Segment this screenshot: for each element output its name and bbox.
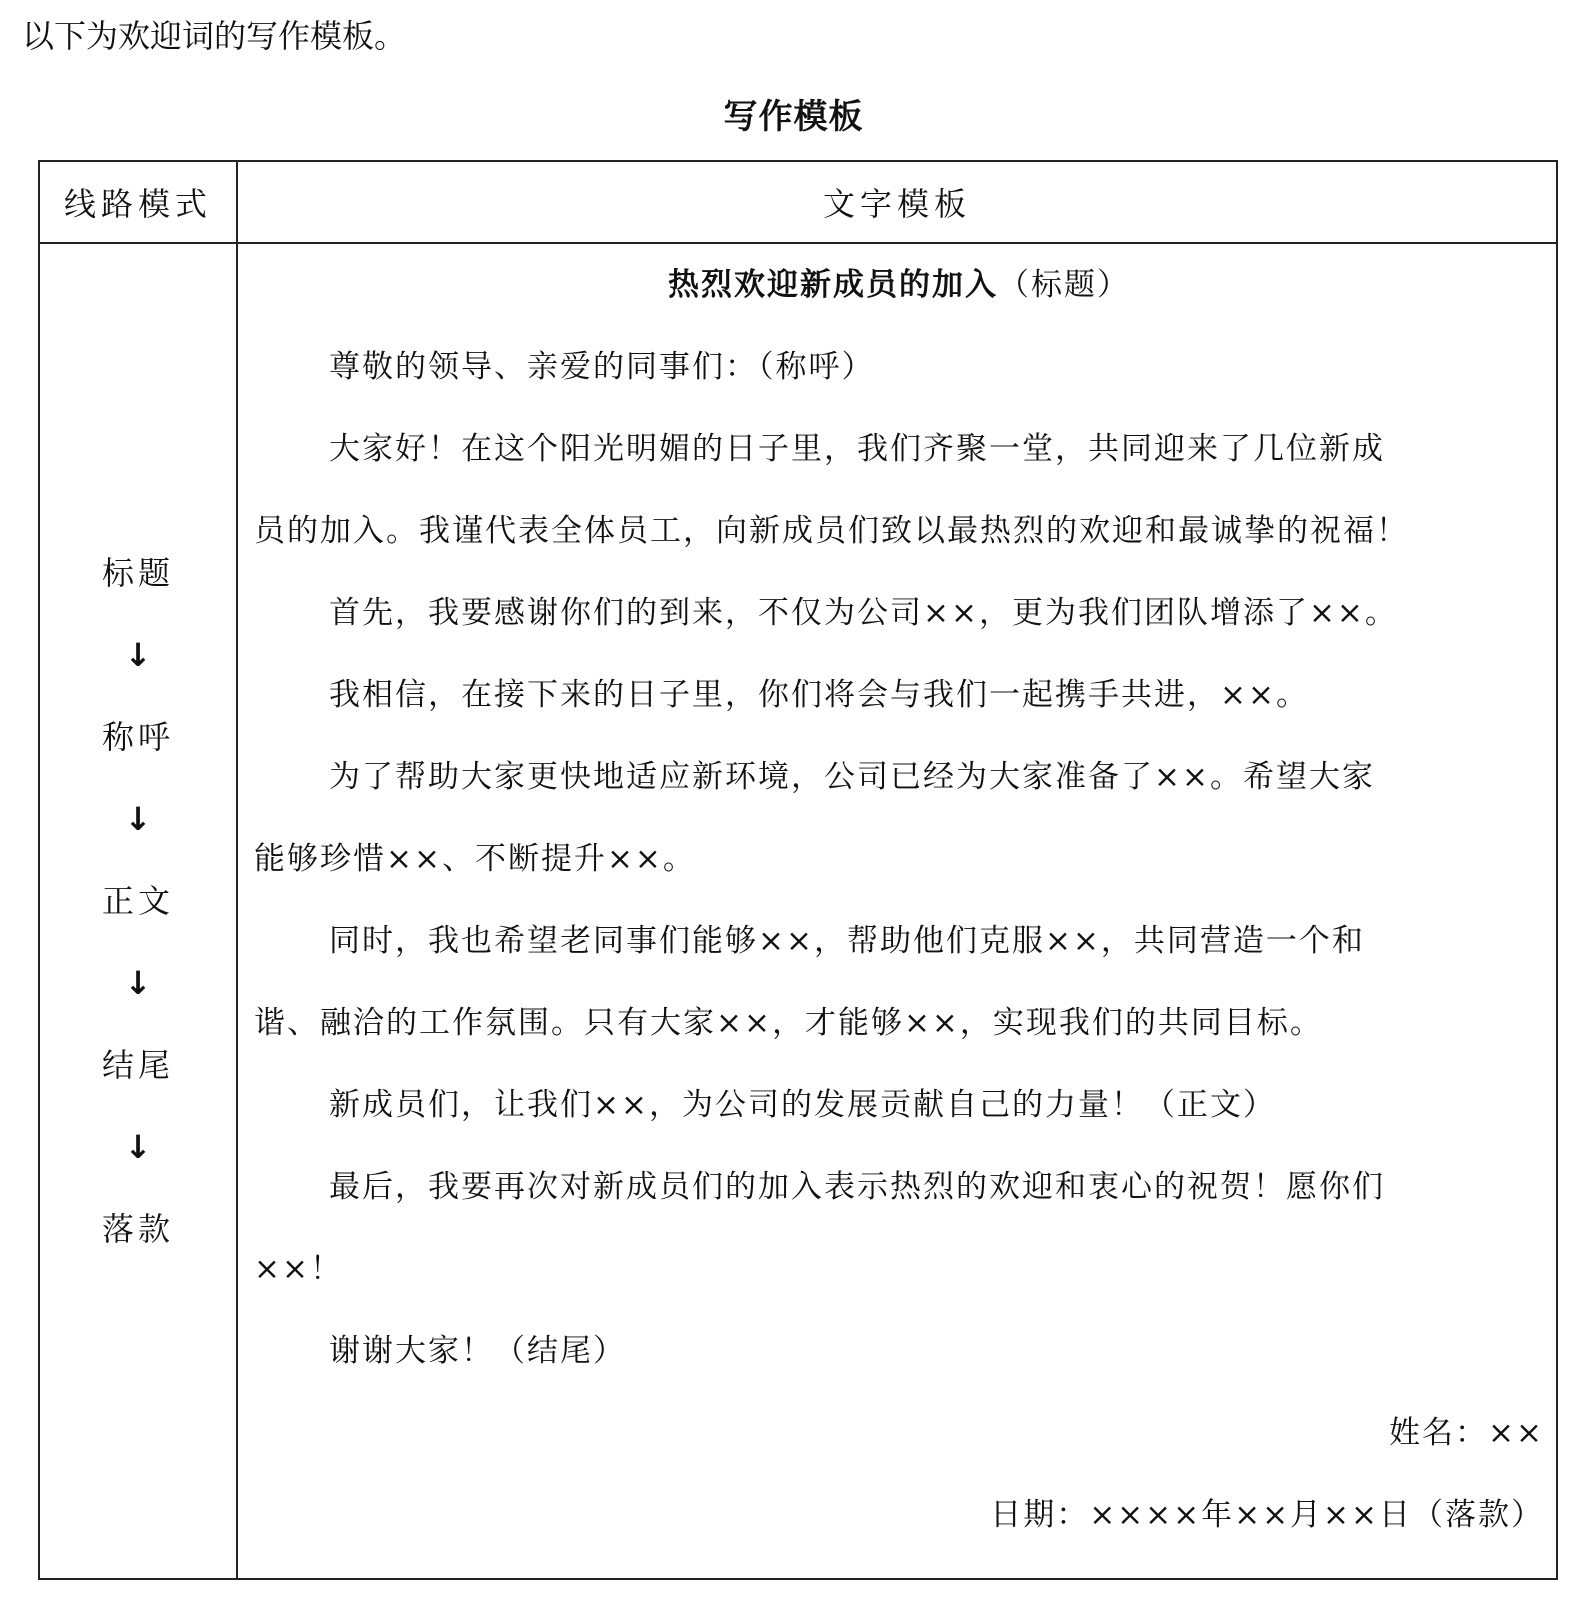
closing-line: 谢谢大家！（结尾） <box>329 1333 626 1369</box>
paragraph-line: 我相信，在接下来的日子里，你们将会与我们一起携手共进，××。 <box>329 677 1309 713</box>
down-arrow-icon: ↓ <box>124 964 152 1002</box>
paragraph-line: 能够珍惜××、不断提升××。 <box>254 841 696 877</box>
paragraph-line: ××！ <box>254 1251 343 1287</box>
paragraph-line: 首先，我要感谢你们的到来，不仅为公司××，更为我们团队增添了××。 <box>329 595 1398 631</box>
paragraph-line: 为了帮助大家更快地适应新环境，公司已经为大家准备了××。希望大家 <box>329 759 1375 795</box>
intro-text: 以下为欢迎词的写作模板。 <box>22 17 407 55</box>
salutation-line: 尊敬的领导、亲爱的同事们：（称呼） <box>329 349 875 385</box>
signature-name: 姓名：×× <box>1389 1415 1544 1451</box>
paragraph-line: 同时，我也希望老同事们能够××，帮助他们克服××，共同营造一个和 <box>329 923 1365 959</box>
flow-step-title: 标题 <box>101 554 174 592</box>
table-column-divider <box>236 162 238 1578</box>
signature-date: 日期：××××年××月××日（落款） <box>990 1497 1544 1533</box>
down-arrow-icon: ↓ <box>124 800 152 838</box>
speech-title-tag: （标题） <box>998 267 1130 303</box>
document-title: 写作模板 <box>723 97 864 137</box>
speech-title-line <box>254 244 1544 326</box>
route-flow <box>40 532 236 1270</box>
template-table <box>38 160 1558 1580</box>
paragraph-line: 员的加入。我谨代表全体员工，向新成员们致以最热烈的欢迎和最诚挚的祝福！ <box>254 513 1409 549</box>
template-body <box>254 244 1544 1556</box>
paragraph-line: 大家好！在这个阳光明媚的日子里，我们齐聚一堂，共同迎来了几位新成 <box>329 431 1385 467</box>
down-arrow-icon: ↓ <box>124 1128 152 1166</box>
paragraph-line: 谐、融洽的工作氛围。只有大家××，才能够××，实现我们的共同目标。 <box>254 1005 1323 1041</box>
header-text-template: 文字模板 <box>822 185 971 223</box>
paragraph-line: 新成员们，让我们××，为公司的发展贡献自己的力量！（正文） <box>329 1087 1276 1123</box>
speech-title: 热烈欢迎新成员的加入 <box>668 267 998 303</box>
flow-step-ending: 结尾 <box>101 1046 174 1084</box>
header-route-mode: 线路模式 <box>63 185 212 223</box>
flow-step-salutation: 称呼 <box>101 718 174 756</box>
flow-step-body: 正文 <box>101 882 174 920</box>
down-arrow-icon: ↓ <box>124 636 152 674</box>
paragraph-line: 最后，我要再次对新成员们的加入表示热烈的欢迎和衷心的祝贺！愿你们 <box>329 1169 1385 1205</box>
flow-step-signature: 落款 <box>101 1210 174 1248</box>
